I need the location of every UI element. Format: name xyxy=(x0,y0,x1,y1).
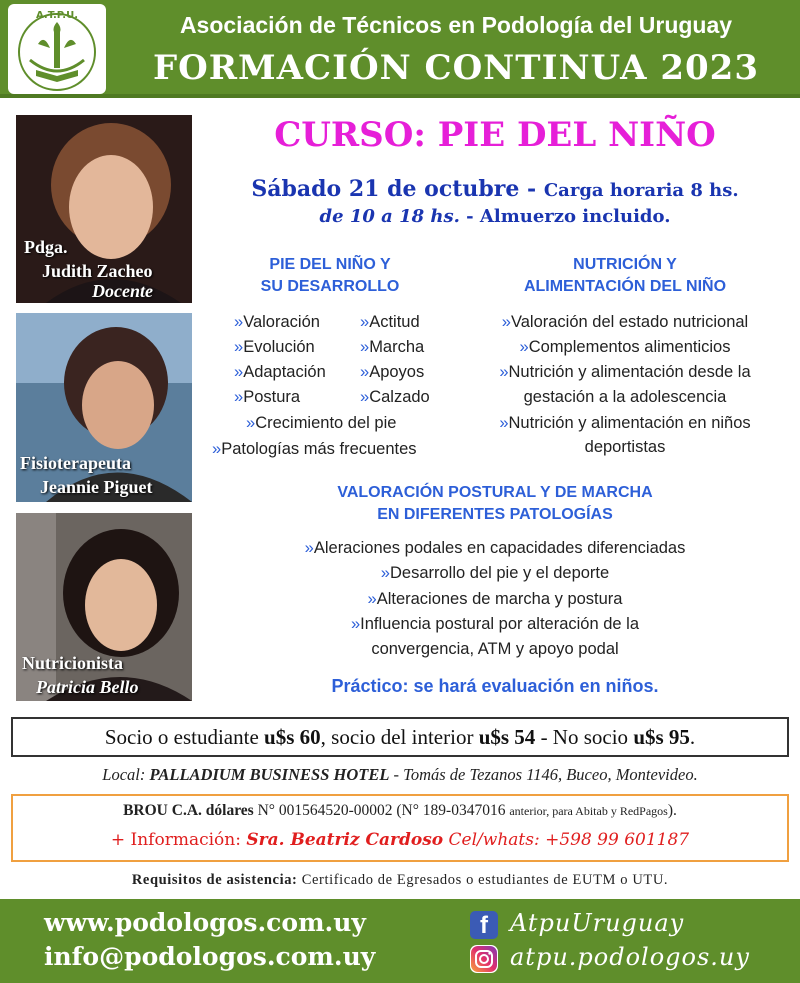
instagram-handle[interactable]: atpu.podologos.uy xyxy=(510,943,750,971)
atpu-logo xyxy=(8,4,106,94)
separator: - xyxy=(459,206,480,227)
speaker-role: Nutricionista xyxy=(22,653,123,673)
facebook-handle[interactable]: AtpuUruguay xyxy=(510,909,685,937)
speaker-photo-zacheo xyxy=(16,115,192,303)
list-item: »Desarrollo del pie y el deporte xyxy=(380,564,610,582)
list-item: »Crecimiento del pie xyxy=(246,414,397,432)
speaker-name: Judith Zacheo xyxy=(42,261,153,281)
speaker-name: Patricia Bello xyxy=(36,677,139,697)
header-banner xyxy=(0,0,800,98)
pricing-box: Socio o estudiante u$s 60, socio del interior u$s 54 - No socio u$s 95. xyxy=(11,717,789,757)
list-item: »Nutrición y alimentación en niños xyxy=(499,414,751,432)
practice-note: Práctico: se hará evaluación en niños. xyxy=(331,676,659,696)
list-item: »Complementos alimenticios xyxy=(519,338,731,356)
list-item: »Patologías más frecuentes xyxy=(212,440,417,458)
list-item-continuation: convergencia, ATM y apoyo podal xyxy=(371,640,619,658)
list-item: »Marcha xyxy=(360,338,425,356)
contact-name: Sra. Beatriz Cardoso xyxy=(246,830,444,850)
list-item: »Alteraciones de marcha y postura xyxy=(367,590,623,608)
organization-name: Asociación de Técnicos en Podología del Uruguay xyxy=(179,12,733,38)
section-heading-posture: VALORACIÓN POSTURAL Y DE MARCHA EN DIFERENTES PATOLOGÍAS xyxy=(337,484,653,523)
list-item: »Adaptación xyxy=(234,363,326,381)
footer-banner xyxy=(0,899,800,983)
instagram-icon[interactable] xyxy=(470,945,498,973)
list-item: »Apoyos xyxy=(360,363,425,381)
list-item: »Evolución xyxy=(234,338,315,356)
section-heading-foot-development: PIE DEL NIÑO Y SU DESARROLLO xyxy=(260,256,400,295)
speaker-photo-piguet xyxy=(16,313,192,502)
date-line xyxy=(200,176,790,202)
list-item: »Aleraciones podales en capacidades diferenciadas xyxy=(304,539,686,557)
facebook-icon[interactable]: f xyxy=(470,911,498,939)
list-item: »Actitud xyxy=(360,313,420,331)
payment-box xyxy=(11,794,789,862)
speaker-tag: Docente xyxy=(92,281,153,301)
list-item: »Influencia postural por alteración de la xyxy=(350,615,640,633)
requirements-line: Requisitos de asistencia: Certificado de Egresados o estudiantes de EUTM o UTU. xyxy=(131,872,669,888)
course-time: de 10 a 18 hs. xyxy=(319,206,460,227)
list-item-continuation: deportistas xyxy=(584,438,666,456)
separator: - xyxy=(519,176,544,202)
price-nonmember: u$s 95 xyxy=(633,725,690,749)
price-interior: u$s 54 xyxy=(478,725,536,749)
course-date: Sábado 21 de octubre xyxy=(251,176,520,202)
list-item: »Valoración xyxy=(234,313,320,331)
course-title: CURSO: PIE DEL NIÑO xyxy=(274,115,716,155)
price-member: u$s 60 xyxy=(264,725,321,749)
list-item: »Postura xyxy=(234,388,301,406)
list-item: »Nutrición y alimentación desde la xyxy=(499,363,751,381)
venue-hotel: PALLADIUM BUSINESS HOTEL xyxy=(149,765,390,784)
contact-phone: Cel/whats: +598 99 601187 xyxy=(443,830,690,850)
time-line xyxy=(200,206,790,227)
speaker-role: Pdga. xyxy=(24,237,68,257)
email-link[interactable]: info@podologos.com.uy xyxy=(44,942,376,971)
speaker-name: Jeannie Piguet xyxy=(40,477,153,497)
list-item: »Calzado xyxy=(360,388,430,406)
list-item-continuation: gestación a la adolescencia xyxy=(523,388,727,406)
website-link[interactable]: www.podologos.com.uy xyxy=(44,908,366,937)
series-title: FORMACIÓN CONTINUA 2023 xyxy=(152,48,759,88)
venue-line: Local: PALLADIUM BUSINESS HOTEL - Tomás de Tezanos 1146, Buceo, Montevideo. xyxy=(102,765,698,784)
course-hours: Carga horaria 8 hs. xyxy=(543,180,739,201)
speaker-photo-bello xyxy=(16,513,192,701)
contact-line: + Información: Sra. Beatriz Cardoso Cel/whats: +598 99 601187 xyxy=(110,830,690,850)
list-item: »Valoración del estado nutricional xyxy=(501,313,749,331)
logo-emblem-icon xyxy=(8,4,106,94)
speaker-role: Fisioterapeuta xyxy=(20,453,131,473)
bank-account-line: BROU C.A. dólares N° 001564520-00002 (N° 189-0347016 anterior, para Abitab y RedPagos). xyxy=(123,802,677,819)
svg-text:A.T.P.U.: A.T.P.U. xyxy=(35,10,79,21)
section-heading-nutrition: NUTRICIÓN Y ALIMENTACIÓN DEL NIÑO xyxy=(523,256,727,295)
lunch-note: Almuerzo incluido. xyxy=(479,206,671,227)
